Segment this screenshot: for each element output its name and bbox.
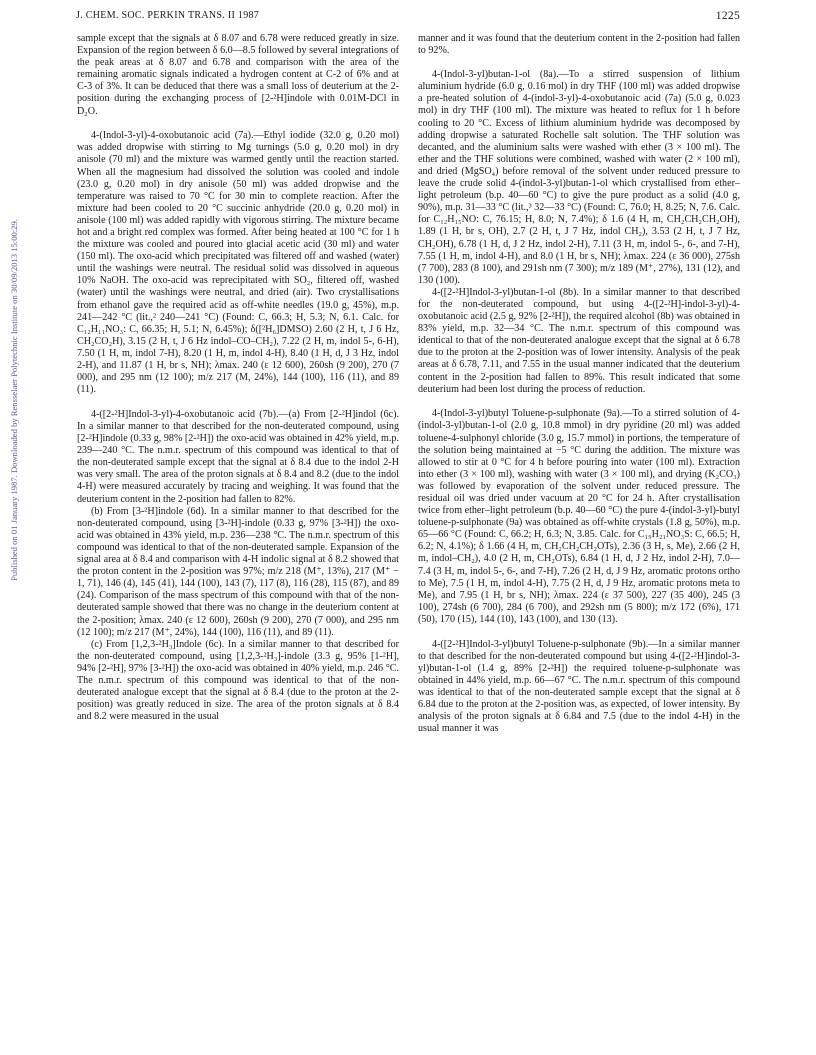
paragraph-deuterated-tosylate: 4-([2-²H]Indol-3-yl)butyl Toluene-p-sulphonate (9b).—In a similar manner to that described for the non-deuterated compound but using 4-([2-²H]indol-3-yl)butan-1-ol (1.4 g, 89% [2-²H]) the required toluene-p-sulphonate was obtained in 44% yield, m.p. 66—67 °C. The n.m.r. spectrum of this compound was identical to that of the non-deuterated sample except that the signal at δ 6.84 due to the proton at the 2-position was, as expected, of lower intensity. By analysis of the proton signals at δ 6.84 and 7.5 (due to the indol 4-H) in the usual manner it was: [418, 638, 740, 735]
paragraph-deuterated-butanol: 4-([2-²H]Indol-3-yl)butan-1-ol (8b). In a similar manner to that described for the non-deuterated compound, but using 4-([2-²H]-indol-3-yl)-4-oxobutanoic acid (2.5 g, 92% [2-²H]), the required alcohol (8b) was obtained in 83% yield, m.p. 32—34 °C. The n.m.r. spectrum of this compound was identical to that of the non-deuterated analogue except that the signal at δ 6.78 due to the proton at the 2-position was of lower intensity. Analysis of the peak areas at δ 6.78, 7.11, and 7.55 in the usual manner indicated that the deuterium content in the 2-position had fallen to 89%. This result indicated that some deuterium had been lost during the process of reduction.: [418, 286, 740, 395]
journal-title: J. CHEM. SOC. PERKIN TRANS. II 1987: [76, 10, 260, 21]
paragraph-continuation: manner and it was found that the deuterium content in the 2-position had fallen to 92%.: [418, 33, 740, 57]
right-column: [418, 33, 740, 735]
paragraph-continuation: sample except that the signals at δ 8.07 and 6.78 were reduced greatly in size. Expansion of the region between δ 6.0—8.5 followed by several integrations of the peak areas at δ 8.07 and 6.78 and comparison with the area of the remaining aromatic signals indicated a hydrogen content at C-2 of 6% and at C-3 of 3%. It can be deduced that there was a small loss of deuterium at the 2-position during the exchanging process of [2-²H]indole with 0.01M-DCl in D₂O.: [77, 33, 399, 117]
paragraph-method-b: (b) From [3-²H]indole (6d). In a similar manner to that described for the non-deuterated compound, using [3-²H]-indole (0.33 g, 97% [3-²H]) the oxo-acid was obtained in 43% yield, m.p. 236—238 °C. The n.m.r. spectrum of this compound was identical to that of the non-deuterated sample. Expansion of the signal area at δ 8.4 and comparison with 4-H indolic signal at δ 8.2 showed that the proton content in the 2-position was 97%; m/z 218 (M⁺, 13%), 217 (M⁺ − 1, 71), 146 (4), 145 (41), 144 (100), 143 (7), 117 (8), 116 (28), 115 (87), and 89 (24). Comparison of the mass spectrum of this compound with that of the non-deuterated sample showed that there was no change in the deuterium content at the 2-position; λmax. 240 (ε 12 600), 260sh (9 200), 270 (7 000), and 295 nm (12 100); m/z 217 (M⁺, 24%), 144 (100), 116 (11), and 89 (11).: [77, 505, 399, 638]
paragraph-oxobutanoic-acid: 4-(Indol-3-yl)-4-oxobutanoic acid (7a).—Ethyl iodide (32.0 g, 0.20 mol) was added dropwise with stirring to Mg turnings (5.0 g, 0.20 mol) in dry anisole (70 ml) and the mixture was warmed gently until the reaction started. When all the magnesium had dissolved the solution was cooled and indole (23.0 g, 0.20 mol) in dry anisole (50 ml) was added dropwise and the temperature was raised to 70 °C for 30 min to complete reaction. After the mixture had been cooled to 20 °C succinic anhydride (20.0 g, 0.20 mol) in anisole (100 ml) was added rapidly with vigorous stirring. The mixture became hot and a bright red complex was formed. After being heated at 100 °C for 1 h the mixture was cooled and poured into glacial acetic acid (30 ml) and water (150 ml). The oxo-acid which precipitated was filtered off and washed (water) until the washings were neutral. The residual solid was dissolved in aqueous 10% NaOH. The oxo-acid was reprecipitated with SO₂, filtered off, washed (water) until the washings were neutral, and dried (air). Two crystallisations from ethanol gave the required acid as off-white needles (19.0 g, 45%), m.p. 241—242 °C (lit.,² 240—241 °C) (Found: C, 66.3; H, 5.3; N, 6.1. Calc. for C₁₂H₁₁NO₃: C, 66.35; H, 5.1; N, 6.45%); δ([²H₆]DMSO) 2.60 (2 H, t, J 6 Hz, CH₂CO₂H), 3.15 (2 H, t, J 6 Hz indol–CO–CH₂), 7.22 (2 H, m, indol 5-, 6-H), 7.50 (1 H, m, indol 7-H), 8.20 (1 H, m, indol 4-H), 8.40 (1 H, d, J 3 Hz, indol 2-H), and 11.87 (1 H, br s, NH); λmax. 240 (ε 12 600), 260sh (9 200), 270 (7 000), and 295 nm (12 100); m/z 217 (M, 24%), 144 (100), 116 (11), and 89 (11).: [77, 130, 399, 396]
paragraph-butanol: 4-(Indol-3-yl)butan-1-ol (8a).—To a stirred suspension of lithium aluminium hydride (6.0 g, 0.16 mol) in dry THF (100 ml) was added dropwise a pre-heated solution of 4-(indol-3-yl)-4-oxobutanoic acid (7a) (5.0 g, 0.023 mol) in dry THF (100 ml). The mixture was heated to reflux for 1 h before cooling to 20 °C. Excess of lithium aluminium hydride was decomposed by adding dropwise a saturated Rochelle salt solution. The THF solution was decanted, and the aluminium salts were washed with ether (3 × 100 ml). The ether and the THF solutions were combined, washed with water (2 × 100 ml), and dried (MgSO₄) before removal of the solvent under reduced pressure to leave the crude solid 4-(indol-3-yl)butan-1-ol which crystallised from ether–light petroleum (b.p. 40—60 °C) to give the pure product as a solid (4.0 g, 90%), m.p. 31—33 °C (lit.,³ 32—33 °C) (Found: C, 76.0; H, 8.25; N, 7.6. Calc. for C₁₂H₁₅NO: C, 76.15; H, 8.0; N, 7.4%); δ 1.6 (4 H, m, CH₂CH₂CH₂OH), 1.89 (1 H, br s, OH), 2.7 (2 H, t, J 7 Hz, indol CH₂), 3.53 (2 H, t, J 7 Hz, CH₂OH), 6.78 (1 H, d, J 2 Hz, indol 2-H), 7.11 (3 H, m, indol 5-, 6-, and 7-H), 7.55 (1 H, m, indol 4-H), and 8.0 (1 H, br s, NH); λmax. 224 (ε 36 000), 275sh (7 700), 283 (8 100), and 291sh nm (7 300); m/z 189 (M⁺, 27%), 131 (12), and 130 (100).: [418, 69, 740, 286]
publication-sidebar: [6, 140, 22, 660]
paragraph-deuterated-oxobutanoic-acid: 4-([2-²H]Indol-3-yl)-4-oxobutanoic acid (7b).—(a) From [2-²H]indol (6c). In a similar manner to that described for the non-deuterated compound, using [2-²H]indole (0.33 g, 98% [2-²H]) the oxo-acid was obtained in 42% yield, m.p. 239—240 °C. The n.m.r. spectrum of this compound was identical to that of the non-deuterated sample except that the signal at δ 8.4 due to the indol 2-H was very small. The area of the proton signals at δ 8.4 and 8.2 (due to the indol 4-H) were measured accurately by tracing and weighing. It was found that the deuterium content in the 2-position had fallen to 82%.: [77, 408, 399, 505]
page-number: 1225: [715, 10, 740, 22]
paragraph-tosylate: 4-(Indol-3-yl)butyl Toluene-p-sulphonate (9a).—To a stirred solution of 4-(indol-3-yl)butan-1-ol (2.0 g, 10.8 mmol) in dry pyridine (20 ml) was added toluene-4-sulphonyl chloride (3.0 g, 15.7 mmol) in portions, the temperature of the solution being maintained at −5 °C during the addition. The mixture was allowed to stir at 0 °C for 4 h before pouring into water (100 ml). Extraction into ether (3 × 100 ml), washing with water (3 × 100 ml), and drying (K₂CO₃) was followed by evaporation of the solvent under reduced pressure. The residual oil was dried under vacuum at 20 °C for 24 h. After crystallisation twice from ether–light petroleum (b.p. 40—60 °C) the pure 4-(indol-3-yl)-butyl toluene-p-sulphonate (9a) was obtained as off-white crystals (1.8 g, 50%), m.p. 65—66 °C (Found: C, 66.2; H, 6.3; N, 3.85. Calc. for C₁₉H₂₁NO₃S: C, 66.5; H, 6.2; N, 4.1%); δ 1.66 (4 H, m, CH₂CH₂CH₂OTs), 2.36 (3 H, s, Me), 2.66 (2 H, m, indol–CH₂), 4.0 (2 H, m, CH₂OTs), 6.84 (1 H, d, J 2 Hz, indol 2-H), 7.0—7.4 (3 H, m, indol 5-, 6-, and 7-H), 7.26 (2 H, d, J 9 Hz, aromatic protons ortho to Me), 7.5 (1 H, m, indol 4-H), 7.75 (2 H, d, J 9 Hz, aromatic protons meta to Me), and 7.95 (1 H, br s, NH); λmax. 224 (ε 37 500), 227 (35 400), 245 (3 100), 274sh (6 700), 284 (6 700), and 292sh nm (5 800); m/z 172 (6%), 171 (50), 170 (15), 144 (10), 143 (100), and 130 (13).: [418, 408, 740, 625]
left-column: [77, 33, 399, 723]
running-header: [76, 10, 740, 30]
publication-note[interactable]: Published on 01 January 1987. Downloaded by Rensselaer Polytechnic Institute on 30/09/2013 15:00:29.: [9, 219, 19, 581]
paragraph-method-c: (c) From [1,2,3-²H₃]Indole (6c). In a similar manner to that described for the non-deuterated compound, using [1,2,3-²H₃]-indole (3.3 g, 95% [1-²H], 94% [2-²H], 97% [3-²H]) the oxo-acid was obtained in 40% yield, m.p. 246 °C. The n.m.r. spectrum of this compound was identical to that of the non-deuterated analogue except that the signal at δ 8.4 (due to the proton at the 2-position) was greatly reduced in size. The area of the proton signals at δ 8.4 and 8.2 were measured in the usual: [77, 638, 399, 723]
